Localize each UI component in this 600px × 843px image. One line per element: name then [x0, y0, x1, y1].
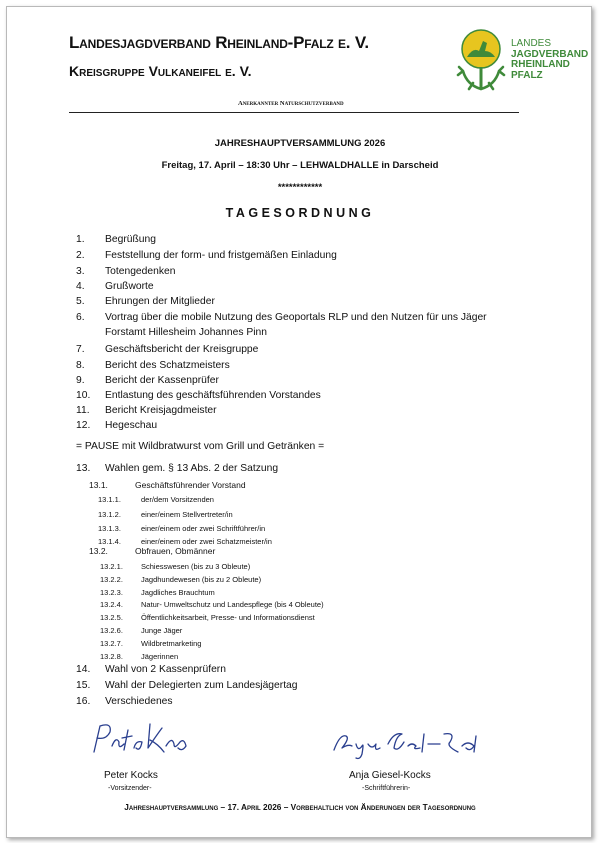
- item-number: 2.: [76, 250, 85, 261]
- item-number: 6.: [76, 312, 85, 323]
- org-name-line2: Kreisgruppe Vulkaneifel e. V.: [69, 63, 252, 79]
- item-number: 1.: [76, 234, 85, 245]
- item-number: 4.: [76, 281, 85, 292]
- item-number: 3.: [76, 266, 85, 277]
- item-number: 14.: [76, 664, 91, 675]
- item-number: 12.: [76, 420, 91, 431]
- item-number: 16.: [76, 696, 91, 707]
- sub-sub-text: Schiesswesen (bis zu 3 Obleute): [141, 562, 251, 571]
- meeting-title: JAHRESHAUPTVERSAMMLUNG 2026: [214, 138, 386, 149]
- sub-sub-text: Jagdhundewesen (bis zu 2 Obleute): [141, 575, 262, 584]
- sub-sub-text: Wildbretmarketing: [141, 639, 202, 648]
- item-text: Entlastung des geschäftsführenden Vorstandes: [105, 390, 321, 401]
- sub-number: 13.1.: [89, 480, 108, 490]
- sub-sub-number: 13.2.5.: [100, 613, 123, 622]
- sub-sub-number: 13.1.1.: [98, 495, 121, 504]
- item-text: Bericht Kreisjagdmeister: [105, 405, 217, 416]
- header-rule: [69, 112, 519, 113]
- deer-emblem-icon: [455, 27, 511, 103]
- sub-sub-number: 13.2.8.: [100, 652, 123, 661]
- sub-sub-text: Natur- Umweltschutz und Landespflege (bis 4 Obleute): [141, 600, 324, 609]
- sub-sub-number: 13.1.4.: [98, 537, 121, 546]
- signature-anja-giesel-kocks: [328, 724, 488, 760]
- item-text: Totengedenken: [105, 266, 176, 277]
- item-text: Bericht des Schatzmeisters: [105, 360, 230, 371]
- sub-sub-text: einer/einem oder zwei Schatzmeister/in: [141, 537, 272, 546]
- meeting-details: Freitag, 17. April – 18:30 Uhr – LEHWALDHALLE in Darscheid: [161, 160, 439, 171]
- sub-sub-number: 13.2.6.: [100, 626, 123, 635]
- sub-sub-number: 13.2.2.: [100, 575, 123, 584]
- logo-wordmark: [511, 39, 588, 81]
- agenda-heading: TAGESORDNUNG: [225, 206, 375, 220]
- item-number: 10.: [76, 390, 91, 401]
- item-text-line2: Forstamt Hillesheim Johannes Pinn: [105, 327, 267, 338]
- sub-sub-number: 13.2.7.: [100, 639, 123, 648]
- sub-sub-text: der/dem Vorsitzenden: [141, 495, 214, 504]
- sub-sub-number: 13.1.3.: [98, 524, 121, 533]
- item-text: Geschäftsbericht der Kreisgruppe: [105, 344, 259, 355]
- document-page: [6, 6, 592, 838]
- signer-role: -Schriftführerin-: [362, 785, 411, 792]
- logo-line4: PFALZ: [511, 69, 543, 81]
- recognition-label: Anerkannter Naturschutzverband: [238, 100, 344, 107]
- sub-sub-text: Junge Jäger: [141, 626, 183, 635]
- item-number: 9.: [76, 375, 85, 386]
- sub-sub-number: 13.1.2.: [98, 510, 121, 519]
- item-text: Vortrag über die mobile Nutzung des Geoportals RLP und den Nutzen für uns Jäger: [105, 312, 487, 323]
- sub-sub-text: Jägerinnen: [141, 652, 179, 661]
- item-number: 15.: [76, 680, 91, 691]
- item-text: Ehrungen der Mitglieder: [105, 296, 215, 307]
- sub-text: Geschäftsführender Vorstand: [135, 480, 246, 490]
- item-text: Wahl von 2 Kassenprüfern: [105, 664, 226, 675]
- item-text: Wahl der Delegierten zum Landesjägertag: [105, 680, 298, 691]
- item-number: 5.: [76, 296, 85, 307]
- item-number: 8.: [76, 360, 85, 371]
- item-number: 13.: [76, 463, 91, 474]
- sub-number: 13.2.: [89, 546, 108, 556]
- sub-text: Obfrauen, Obmänner: [135, 546, 216, 556]
- sub-sub-text: einer/einem Stellvertreter/in: [141, 510, 233, 519]
- item-number: 7.: [76, 344, 85, 355]
- item-text: Feststellung der form- und fristgemäßen Einladung: [105, 250, 337, 261]
- item-text: Begrüßung: [105, 234, 156, 245]
- page-footer: Jahreshauptversammlung – 17. April 2026 – Vorbehaltlich von Änderungen der Tagesordnung: [124, 802, 476, 812]
- ljv-logo: [455, 27, 589, 103]
- item-text: Verschiedenes: [105, 696, 173, 707]
- sub-sub-text: Jagdliches Brauchtum: [141, 588, 215, 597]
- item-text: Bericht der Kassenprüfer: [105, 375, 219, 386]
- logo-line3: RHEINLAND: [511, 59, 570, 70]
- signature-peter-kocks: [88, 718, 198, 760]
- logo-line2: JAGDVERBAND: [511, 48, 589, 60]
- sub-sub-number: 13.2.1.: [100, 562, 123, 571]
- signer-name: Anja Giesel-Kocks: [349, 770, 431, 781]
- item-text: Hegeschau: [105, 420, 158, 431]
- signer-role: -Vorsitzender-: [108, 785, 152, 792]
- org-name-line1: Landesjagdverband Rheinland-Pfalz e. V.: [69, 33, 369, 52]
- sub-sub-number: 13.2.3.: [100, 588, 123, 597]
- sub-sub-text: Öffentlichkeitsarbeit, Presse- und Informationsdienst: [141, 613, 315, 622]
- item-text: Grußworte: [105, 281, 154, 292]
- item-number: 11.: [76, 405, 90, 416]
- separator-stars: ************: [277, 182, 323, 193]
- sub-sub-number: 13.2.4.: [100, 600, 123, 609]
- item-text: Wahlen gem. § 13 Abs. 2 der Satzung: [105, 463, 279, 474]
- pause-note: = PAUSE mit Wildbratwurst vom Grill und Getränken =: [76, 441, 325, 452]
- logo-line1: LANDES: [511, 38, 552, 49]
- signer-name: Peter Kocks: [104, 770, 158, 781]
- sub-sub-text: einer/einem oder zwei Schriftführer/in: [141, 524, 266, 533]
